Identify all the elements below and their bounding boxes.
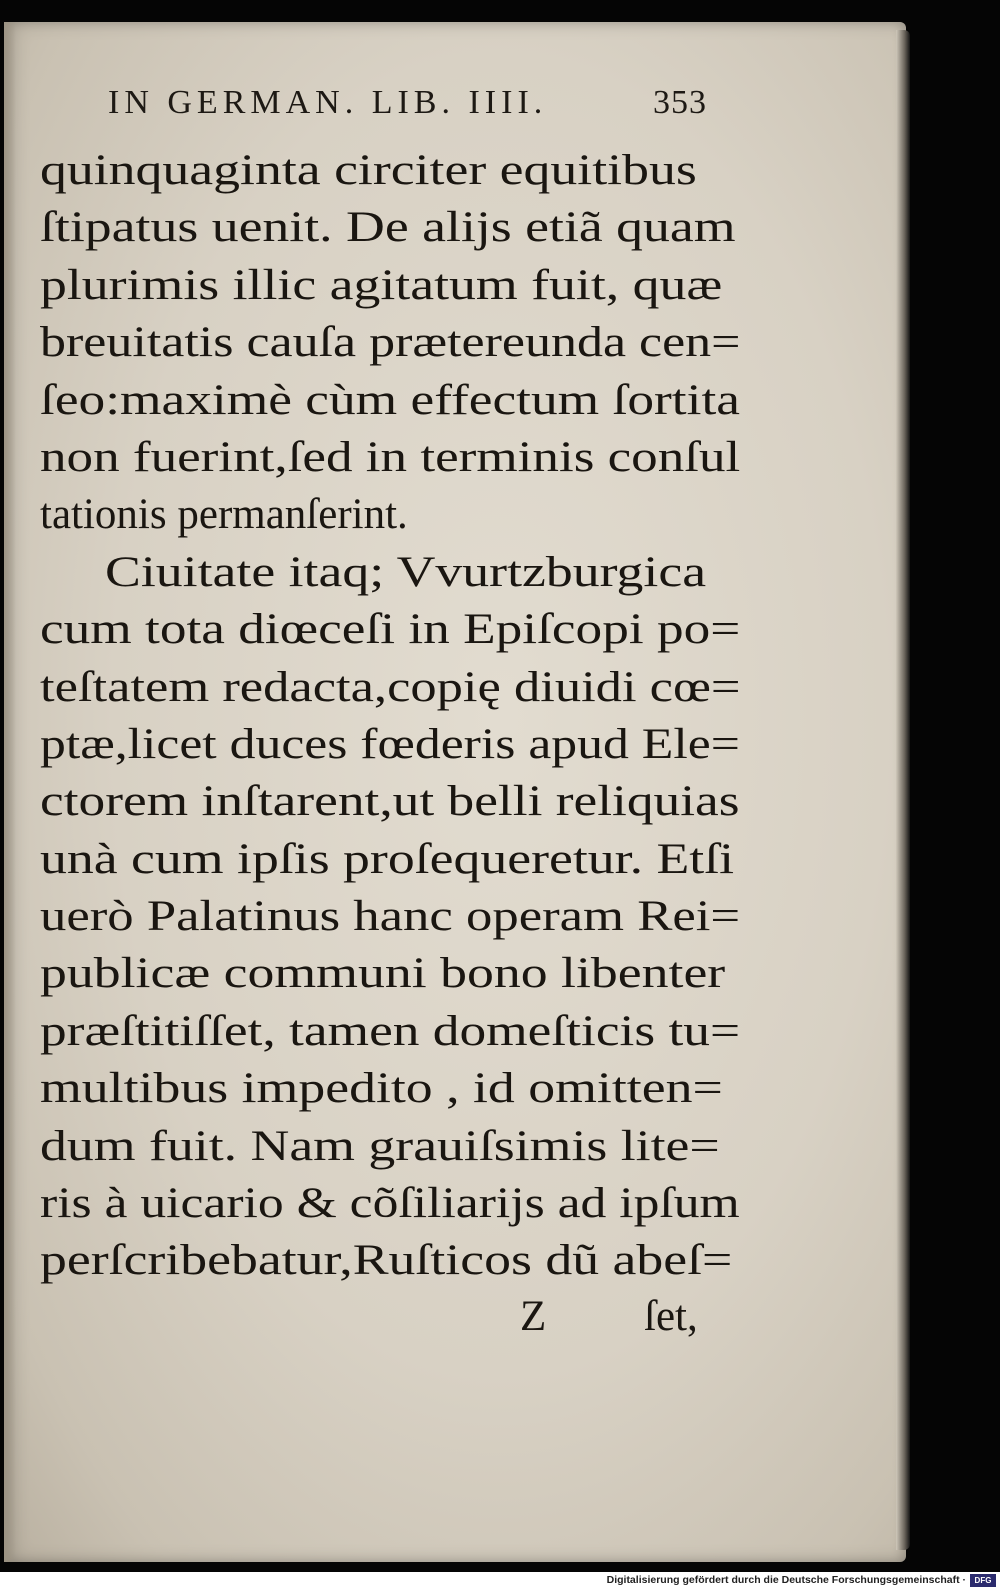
text-line: unà cum ipſis proſequeretur. Etſi: [40, 835, 735, 883]
text-line: ris à uicario & cõſiliarijs ad ipſum: [40, 1180, 740, 1228]
text-line: non fuerint,ſed in terminis conſul: [40, 433, 741, 481]
page-number: 353: [653, 84, 707, 121]
catchword: ſet,: [644, 1293, 698, 1340]
dfg-logo: DFG: [970, 1574, 996, 1587]
text-line: præſtitiſſet, tamen domeſticis tu=: [40, 1007, 741, 1055]
paragraph-start-line: Ciuitate itaq; Vvurtzburgica: [105, 548, 707, 596]
text-line: breuitatis cauſa prætereunda cen=: [40, 319, 741, 367]
text-line: multibus impedito , id omitten=: [40, 1065, 723, 1113]
digitization-credit: Digitalisierung gefördert durch die Deutsche Forschungsgemeinschaft ·: [606, 1574, 966, 1586]
text-line: teſtatem redacta,copię diuidi cœ=: [40, 663, 741, 711]
text-line: ctorem inſtarent,ut belli reliquias: [40, 778, 740, 826]
body-text: [40, 142, 740, 1290]
text-line: dum fuit. Nam grauiſsimis lite=: [40, 1122, 720, 1170]
text-line: perſcribebatur,Ruſticos dũ abeſ=: [40, 1237, 733, 1285]
text-line: quinquaginta circiter equitibus: [40, 147, 697, 194]
text-line: ptæ,licet duces fœderis apud Ele=: [40, 720, 740, 768]
text-line: plurimis illic agitatum fuit, quæ: [40, 261, 723, 309]
text-line: ſeo:maximè cùm effectum ſortita: [40, 376, 740, 424]
running-head-title: IN GERMAN. LIB. IIII.: [108, 84, 548, 121]
text-line: cum tota diœceſi in Epiſcopi po=: [40, 606, 741, 654]
text-line: tationis permanſerint.: [40, 491, 408, 539]
page-gutter-shadow: [4, 22, 16, 1562]
signature-mark: Z: [520, 1293, 547, 1340]
running-header: [108, 84, 748, 122]
text-line: ſtipatus uenit. De aliјs etiã quam: [40, 204, 736, 252]
text-line: uerò Palatinus hanc operam Rei=: [40, 893, 741, 941]
text-line: publicæ communi bono libenter: [40, 950, 726, 998]
catchword-row: [40, 1292, 740, 1349]
